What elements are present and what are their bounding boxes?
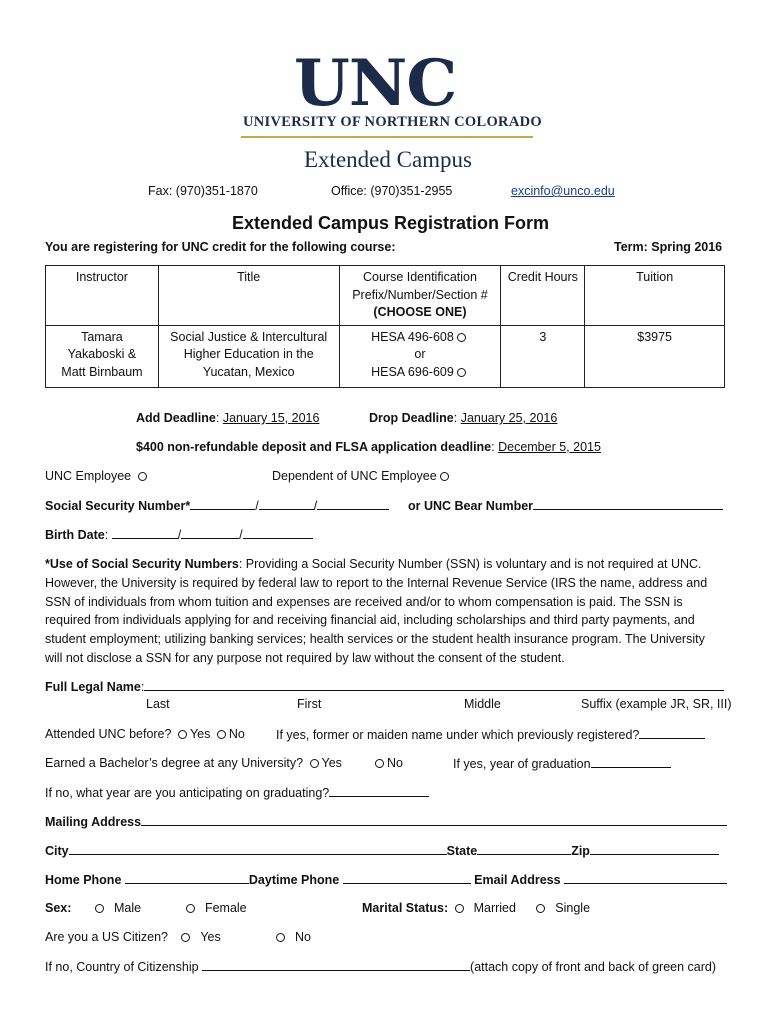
citizen-no-label: No xyxy=(294,930,311,944)
header-tuition: Tuition xyxy=(585,266,725,326)
course-option-496: HESA 496-608 xyxy=(371,329,454,344)
term: Term: Spring 2016 xyxy=(614,240,723,254)
full-name-input[interactable] xyxy=(144,679,724,691)
deposit-deadline-label: $400 non-refundable deposit and FLSA application deadline xyxy=(136,440,492,454)
single-label: Single xyxy=(555,901,591,915)
add-deadline-date: January 15, 2016 xyxy=(222,411,320,425)
course-option-or: or xyxy=(414,347,426,361)
birth-date-field: Birth Date: / / xyxy=(45,527,313,542)
attended-yes-radio[interactable] xyxy=(178,730,187,739)
intro-text: You are registering for UNC credit for the following course: xyxy=(45,240,396,254)
deposit-deadline-date: December 5, 2015 xyxy=(498,440,601,454)
attended-unc-label: Attended UNC before? xyxy=(45,727,172,741)
mailing-address-label: Mailing Address xyxy=(45,815,142,829)
title-cell xyxy=(158,325,339,387)
country-field xyxy=(45,959,716,974)
course-option-696: HESA 696-609 xyxy=(371,364,454,379)
email-link[interactable]: excinfo@unco.edu xyxy=(511,184,615,198)
university-name: UNIVERSITY OF NORTHERN COLORADO xyxy=(243,114,542,130)
ssn-part2-input[interactable] xyxy=(259,498,314,510)
home-phone-label: Home Phone xyxy=(45,873,122,887)
bear-number-field xyxy=(408,498,723,513)
birth-year-input[interactable] xyxy=(243,527,313,539)
ssn-notice-text: : Providing a Social Security Number (SSN) is voluntary and is not required at UNC. However, the University is required by federal law to report to the Internal Revenue Service (IRS the name, address and SSN of individuals from whom tuition and expenses are received and/or to whom compensation is paid. The SSN is required from individuals applying for and receiving financial aid, including scholarships and third party payments, and student employment; utilizing banking services; health services or the student health insurance program. The University will not disclose a SSN for any purpose not required by law without the consent of the student. xyxy=(45,557,708,665)
city-input[interactable] xyxy=(69,843,447,855)
marital-status-label: Marital Status: xyxy=(362,901,449,915)
citizen-yes-radio[interactable] xyxy=(181,933,190,942)
grad-year-field xyxy=(453,756,671,771)
ssn-notice xyxy=(45,555,725,668)
header-course-id-label: Course Identification xyxy=(362,270,477,284)
bachelor-question xyxy=(45,756,342,770)
bachelor-no-radio[interactable] xyxy=(375,759,384,768)
male-option xyxy=(92,901,141,915)
female-label: Female xyxy=(204,901,247,915)
home-phone-input[interactable] xyxy=(125,872,249,884)
email-address-label: Email Address xyxy=(474,873,561,887)
instructor-line: Tamara xyxy=(81,329,123,344)
table-header-row xyxy=(46,266,725,326)
full-name-label: Full Legal Name xyxy=(45,680,141,694)
deposit-deadline: $400 non-refundable deposit and FLSA application deadline: December 5, 2015 xyxy=(136,440,601,454)
drop-deadline: Drop Deadline: January 25, 2016 xyxy=(369,411,558,425)
grad-year-label: If yes, year of graduation xyxy=(453,757,591,771)
header-title: Title xyxy=(158,266,339,326)
unc-employee-option xyxy=(45,469,150,483)
maiden-name-label: If yes, former or maiden name under which previously registered? xyxy=(276,728,640,742)
citizen-label: Are you a US Citizen? xyxy=(45,930,168,944)
unc-employee-radio[interactable] xyxy=(138,472,147,481)
green-card-note: (attach copy of front and back of green card) xyxy=(470,960,717,974)
header-credit-hours: Credit Hours xyxy=(501,266,585,326)
email-address-input[interactable] xyxy=(564,872,727,884)
maiden-name-input[interactable] xyxy=(639,727,705,739)
unc-logo-wordmark: UNC xyxy=(294,46,457,121)
city-state-zip-field xyxy=(45,843,719,858)
name-part-first: First xyxy=(297,697,322,711)
instructor-cell xyxy=(46,325,159,387)
country-label: If no, Country of Citizenship xyxy=(45,960,199,974)
instructor-line: Matt Birnbaum xyxy=(61,364,143,379)
bear-number-input[interactable] xyxy=(533,498,723,510)
zip-input[interactable] xyxy=(590,843,719,855)
female-radio[interactable] xyxy=(186,904,195,913)
full-name-field: Full Legal Name: xyxy=(45,679,724,694)
header-instructor: Instructor xyxy=(46,266,159,326)
form-title: Extended Campus Registration Form xyxy=(232,213,550,233)
birth-date-label: Birth Date xyxy=(45,528,105,542)
fax-number: Fax: (970)351-1870 xyxy=(148,184,258,198)
male-label: Male xyxy=(113,901,142,915)
attended-no-label: No xyxy=(228,727,245,741)
country-input[interactable] xyxy=(202,959,470,971)
course-table xyxy=(45,265,725,388)
ssn-field: Social Security Number* / / xyxy=(45,498,389,513)
marital-radio[interactable] xyxy=(455,904,464,913)
marital-status xyxy=(362,901,590,915)
tuition-cell: $3975 xyxy=(585,325,725,387)
female-option xyxy=(183,901,247,915)
dependent-label: Dependent of UNC Employee xyxy=(272,469,437,483)
phone-email-field xyxy=(45,872,727,887)
daytime-phone-input[interactable] xyxy=(343,872,471,884)
birth-day-input[interactable] xyxy=(181,527,239,539)
sex-label: Sex: xyxy=(45,901,72,915)
course-id-cell xyxy=(339,325,501,387)
logo-divider xyxy=(241,136,533,138)
bachelor-yes-label: Yes xyxy=(321,756,342,770)
ssn-part3-input[interactable] xyxy=(317,498,389,510)
anticipate-field xyxy=(45,785,429,800)
add-deadline: Add Deadline: January 15, 2016 xyxy=(136,411,320,425)
mailing-address-input[interactable] xyxy=(141,814,727,826)
city-label: City xyxy=(45,844,69,858)
office-number: Office: (970)351-2955 xyxy=(331,184,453,198)
citizen-question xyxy=(45,930,221,944)
attended-unc-question xyxy=(45,727,245,741)
citizen-yes-label: Yes xyxy=(200,930,221,944)
maiden-name-field xyxy=(276,727,705,742)
header-choose-one: (CHOOSE ONE) xyxy=(373,305,467,319)
header-course-id-sub: Prefix/Number/Section # xyxy=(352,287,488,302)
title-line: Higher Education in the xyxy=(183,347,314,361)
course-696-radio[interactable] xyxy=(457,368,466,377)
instructor-line: Yakaboski & xyxy=(67,347,137,361)
header-course-id xyxy=(339,266,501,326)
credit-hours-cell: 3 xyxy=(501,325,585,387)
drop-deadline-label: Drop Deadline xyxy=(369,411,454,425)
bachelor-no-label: No xyxy=(387,756,403,770)
course-496-radio[interactable] xyxy=(457,333,466,342)
unc-employee-label: UNC Employee xyxy=(45,469,132,483)
married-label: Married xyxy=(473,901,516,915)
bachelor-no-option xyxy=(372,756,403,770)
state-label: State xyxy=(446,844,478,858)
citizen-no-radio[interactable] xyxy=(276,933,285,942)
title-line: Yucatan, Mexico xyxy=(202,364,295,379)
dependent-radio[interactable] xyxy=(440,472,449,481)
attended-yes-label: Yes xyxy=(189,727,211,741)
grad-year-input[interactable] xyxy=(591,756,671,768)
bachelor-label: Earned a Bachelor’s degree at any University? xyxy=(45,756,304,770)
ssn-notice-label: *Use of Social Security Numbers xyxy=(45,557,239,571)
single-radio[interactable] xyxy=(536,904,545,913)
name-part-suffix: Suffix (example JR, SR, III) xyxy=(581,697,732,711)
ssn-label: Social Security Number* xyxy=(45,499,191,513)
male-radio[interactable] xyxy=(95,904,104,913)
dependent-option xyxy=(272,469,452,483)
extended-campus-title: Extended Campus xyxy=(304,147,472,172)
daytime-phone-label: Daytime Phone xyxy=(248,873,340,887)
bachelor-yes-radio[interactable] xyxy=(310,759,319,768)
drop-deadline-date: January 25, 2016 xyxy=(460,411,558,425)
state-input[interactable] xyxy=(477,843,571,855)
mailing-address-field xyxy=(45,814,727,829)
name-part-last: Last xyxy=(146,697,170,711)
table-row xyxy=(46,325,725,387)
name-part-middle: Middle xyxy=(464,697,501,711)
title-line: Social Justice & Intercultural xyxy=(170,329,328,344)
attended-no-radio[interactable] xyxy=(217,730,226,739)
birth-month-input[interactable] xyxy=(112,527,178,539)
add-deadline-label: Add Deadline xyxy=(136,411,216,425)
anticipate-label: If no, what year are you anticipating on graduating? xyxy=(45,786,330,800)
anticipate-input[interactable] xyxy=(329,785,429,797)
citizen-no-option xyxy=(273,930,311,944)
ssn-part1-input[interactable] xyxy=(190,498,255,510)
zip-label: Zip xyxy=(571,844,590,858)
bear-number-label: or UNC Bear Number xyxy=(408,499,534,513)
